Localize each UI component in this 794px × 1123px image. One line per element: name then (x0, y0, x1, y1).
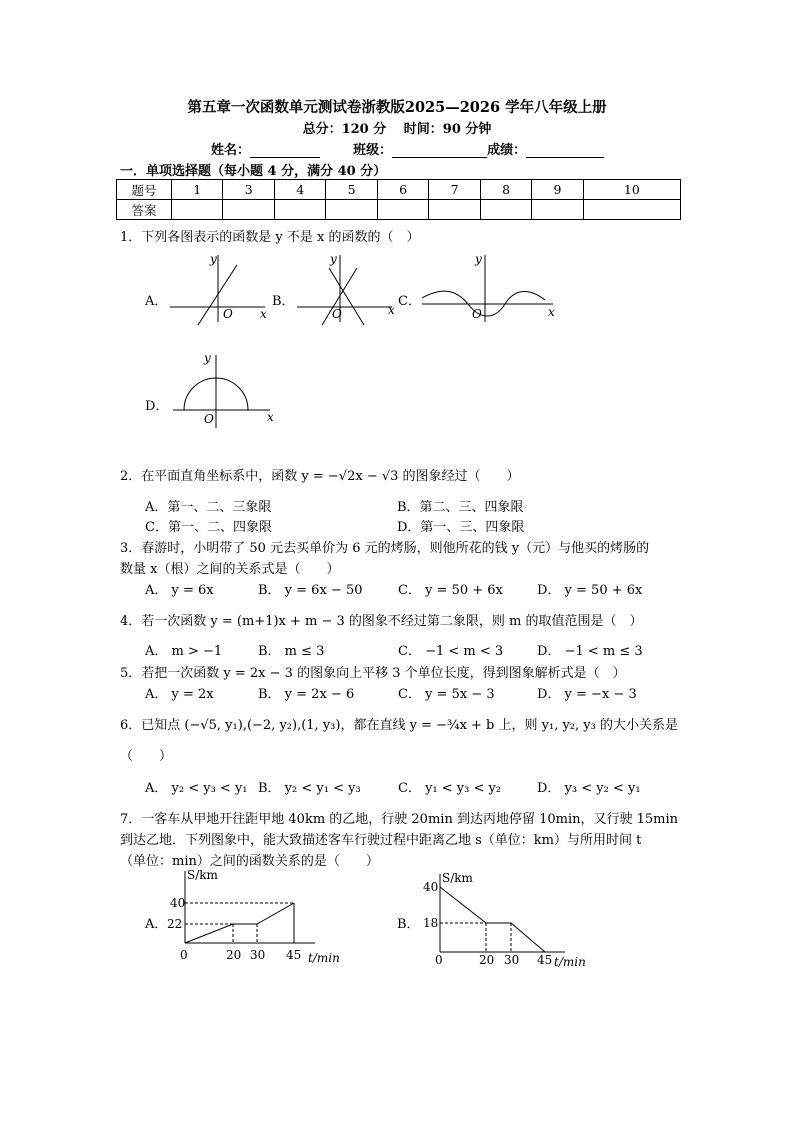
class-label: 班级： (353, 143, 393, 158)
x-tick-label: 30 (250, 948, 266, 962)
q4-stem: 4．若一次函数 y = (m+1)x + m − 3 的图象不经过第二象限，则 m 的取值范围是（ ） (120, 614, 643, 629)
q2-option-b: B．第二、三、四象限 (397, 500, 524, 515)
y-tick-label: 22 (167, 917, 183, 931)
q7-option-b: B． (397, 917, 420, 932)
origin-label: O (204, 412, 214, 426)
axis-s-label: S/km (187, 868, 218, 882)
answer-cell[interactable] (172, 200, 223, 220)
q3-option-c: C． y = 50 + 6x (398, 583, 503, 598)
q2-stem: 2．在平面直角坐标系中，函数 y = −√2x − √3 的图象经过（ ） (120, 469, 520, 484)
q4-option-a: A． m > −1 (145, 644, 223, 659)
answer-cell[interactable] (377, 200, 428, 220)
q1-stem: 1．下列各图表示的函数是 y 不是 x 的函数的（ ） (120, 230, 420, 245)
q4-option-c: C． −1 < m < 3 (398, 644, 504, 659)
q1-option-c: C． (398, 294, 421, 309)
row-label: 答案 (117, 200, 172, 220)
x-tick-label: 20 (226, 948, 242, 962)
q1-graph-c (420, 250, 560, 325)
class-field[interactable] (392, 143, 487, 158)
grade-field[interactable] (526, 143, 604, 158)
q1-option-a: A． (145, 294, 168, 309)
q4-option-d: D． −1 < m ≤ 3 (537, 644, 643, 659)
x-tick-label: 0 (435, 953, 443, 967)
page-title: 第五章一次函数单元测试卷浙教版2025—2026 学年八年级上册 (187, 99, 607, 116)
axis-y-label: y (210, 252, 217, 266)
q6-option-d: D． y₃ < y₂ < y₁ (537, 781, 641, 796)
q5-stem: 5．若把一次函数 y = 2x − 3 的图象向上平移 3 个单位长度，得到图象解析式是（ ） (120, 666, 626, 681)
axis-x-label: x (267, 410, 274, 424)
question-number: 7 (429, 180, 480, 200)
answer-cell[interactable] (429, 200, 480, 220)
answer-cell[interactable] (532, 200, 583, 220)
question-number: 9 (532, 180, 583, 200)
answer-cell[interactable] (223, 200, 274, 220)
question-number: 5 (326, 180, 377, 200)
x-tick-label: 0 (180, 948, 188, 962)
axis-y-label: y (475, 252, 482, 266)
q3-option-b: B． y = 6x − 50 (258, 583, 363, 598)
q6-option-c: C． y₁ < y₃ < y₂ (398, 781, 502, 796)
section-title: 一．单项选择题（每小题 4 分，满分 40 分） (120, 164, 387, 179)
origin-label: O (223, 307, 233, 321)
q6-stem-line1: 6．已知点 (−√5, y₁),(−2, y₂),(1, y₃)，都在直线 y = −¾x + b 上，则 y₁, y₂, y₃ 的大小关系是 (120, 718, 678, 733)
y-tick-label: 40 (170, 896, 186, 910)
question-number: 1 (172, 180, 223, 200)
name-label: 姓名： (211, 143, 251, 158)
q3-option-d: D． y = 50 + 6x (537, 583, 643, 598)
origin-label: O (332, 307, 342, 321)
axis-x-label: x (388, 303, 395, 317)
row-label: 题号 (117, 180, 172, 200)
q7-stem-line1: 7．一客车从甲地开往距甲地 40km 的乙地，行驶 20min 到达丙地停留 10min，又行驶 15min (120, 812, 679, 827)
table-row (117, 200, 681, 220)
x-tick-label: 20 (479, 953, 495, 967)
origin-label: O (472, 307, 482, 321)
x-tick-label: 30 (504, 953, 520, 967)
axis-t-label: t/min (554, 955, 586, 969)
question-number: 6 (377, 180, 428, 200)
x-tick-label: 45 (537, 953, 553, 967)
q1-graph-b (292, 250, 402, 325)
q6-stem-line2: （ ） (120, 749, 173, 764)
info-line (211, 139, 604, 158)
answer-cell[interactable] (583, 200, 680, 220)
axis-y-label: y (330, 252, 337, 266)
q4-option-b: B． m ≤ 3 (258, 644, 325, 659)
name-field[interactable] (250, 143, 320, 158)
q6-option-a: A． y₂ < y₃ < y₁ (145, 781, 248, 796)
score-time: 总分：120 分 时间：90 分钟 (302, 122, 492, 137)
q1-graph-a (165, 250, 275, 325)
question-number: 3 (223, 180, 274, 200)
q5-option-c: C． y = 5x − 3 (398, 687, 495, 702)
table-row (117, 180, 681, 200)
axis-t-label: t/min (308, 951, 340, 965)
question-number: 4 (274, 180, 325, 200)
axis-x-label: x (548, 305, 555, 319)
q7-graph-a (165, 866, 350, 971)
grade-label: 成绩： (487, 143, 527, 158)
x-tick-label: 45 (286, 948, 302, 962)
answer-cell[interactable] (480, 200, 531, 220)
q3-stem-line1: 3．春游时，小明带了 50 元去买单价为 6 元的烤肠，则他所花的钱 y（元）与他买的烤肠的 (120, 541, 650, 556)
q5-option-b: B． y = 2x − 6 (258, 687, 355, 702)
axis-x-label: x (260, 307, 267, 321)
y-tick-label: 40 (423, 880, 439, 894)
q2-option-a: A．第一、二、三象限 (145, 500, 272, 515)
q1-option-b: B． (272, 294, 295, 309)
q1-option-d: D． (145, 399, 169, 414)
q7-stem-line2: 到达乙地．下列图象中，能大致描述客车行驶过程中距离乙地 s（单位：km）与所用时间 t (120, 833, 642, 848)
q2-option-c: C．第一、二、四象限 (145, 520, 272, 535)
q6-option-b: B． y₂ < y₁ < y₃ (258, 781, 361, 796)
question-number: 10 (583, 180, 680, 200)
q3-option-a: A． y = 6x (145, 583, 214, 598)
answer-cell[interactable] (326, 200, 377, 220)
q2-option-d: D．第一、三、四象限 (397, 520, 525, 535)
axis-s-label: S/km (442, 871, 473, 885)
y-tick-label: 18 (423, 916, 439, 930)
q3-stem-line2: 数量 x（根）之间的关系式是（ ） (120, 562, 340, 577)
question-number: 8 (480, 180, 531, 200)
axis-y-label: y (204, 351, 211, 365)
q7-option-a: A． (145, 917, 168, 932)
q7-stem-line3: （单位：min）之间的函数关系的是（ ） (120, 854, 379, 869)
q5-option-a: A． y = 2x (145, 687, 214, 702)
q5-option-d: D． y = −x − 3 (537, 687, 637, 702)
q1-graph-d (170, 350, 285, 430)
answer-table (116, 179, 681, 220)
q7-graph-b (420, 866, 595, 971)
answer-cell[interactable] (274, 200, 325, 220)
